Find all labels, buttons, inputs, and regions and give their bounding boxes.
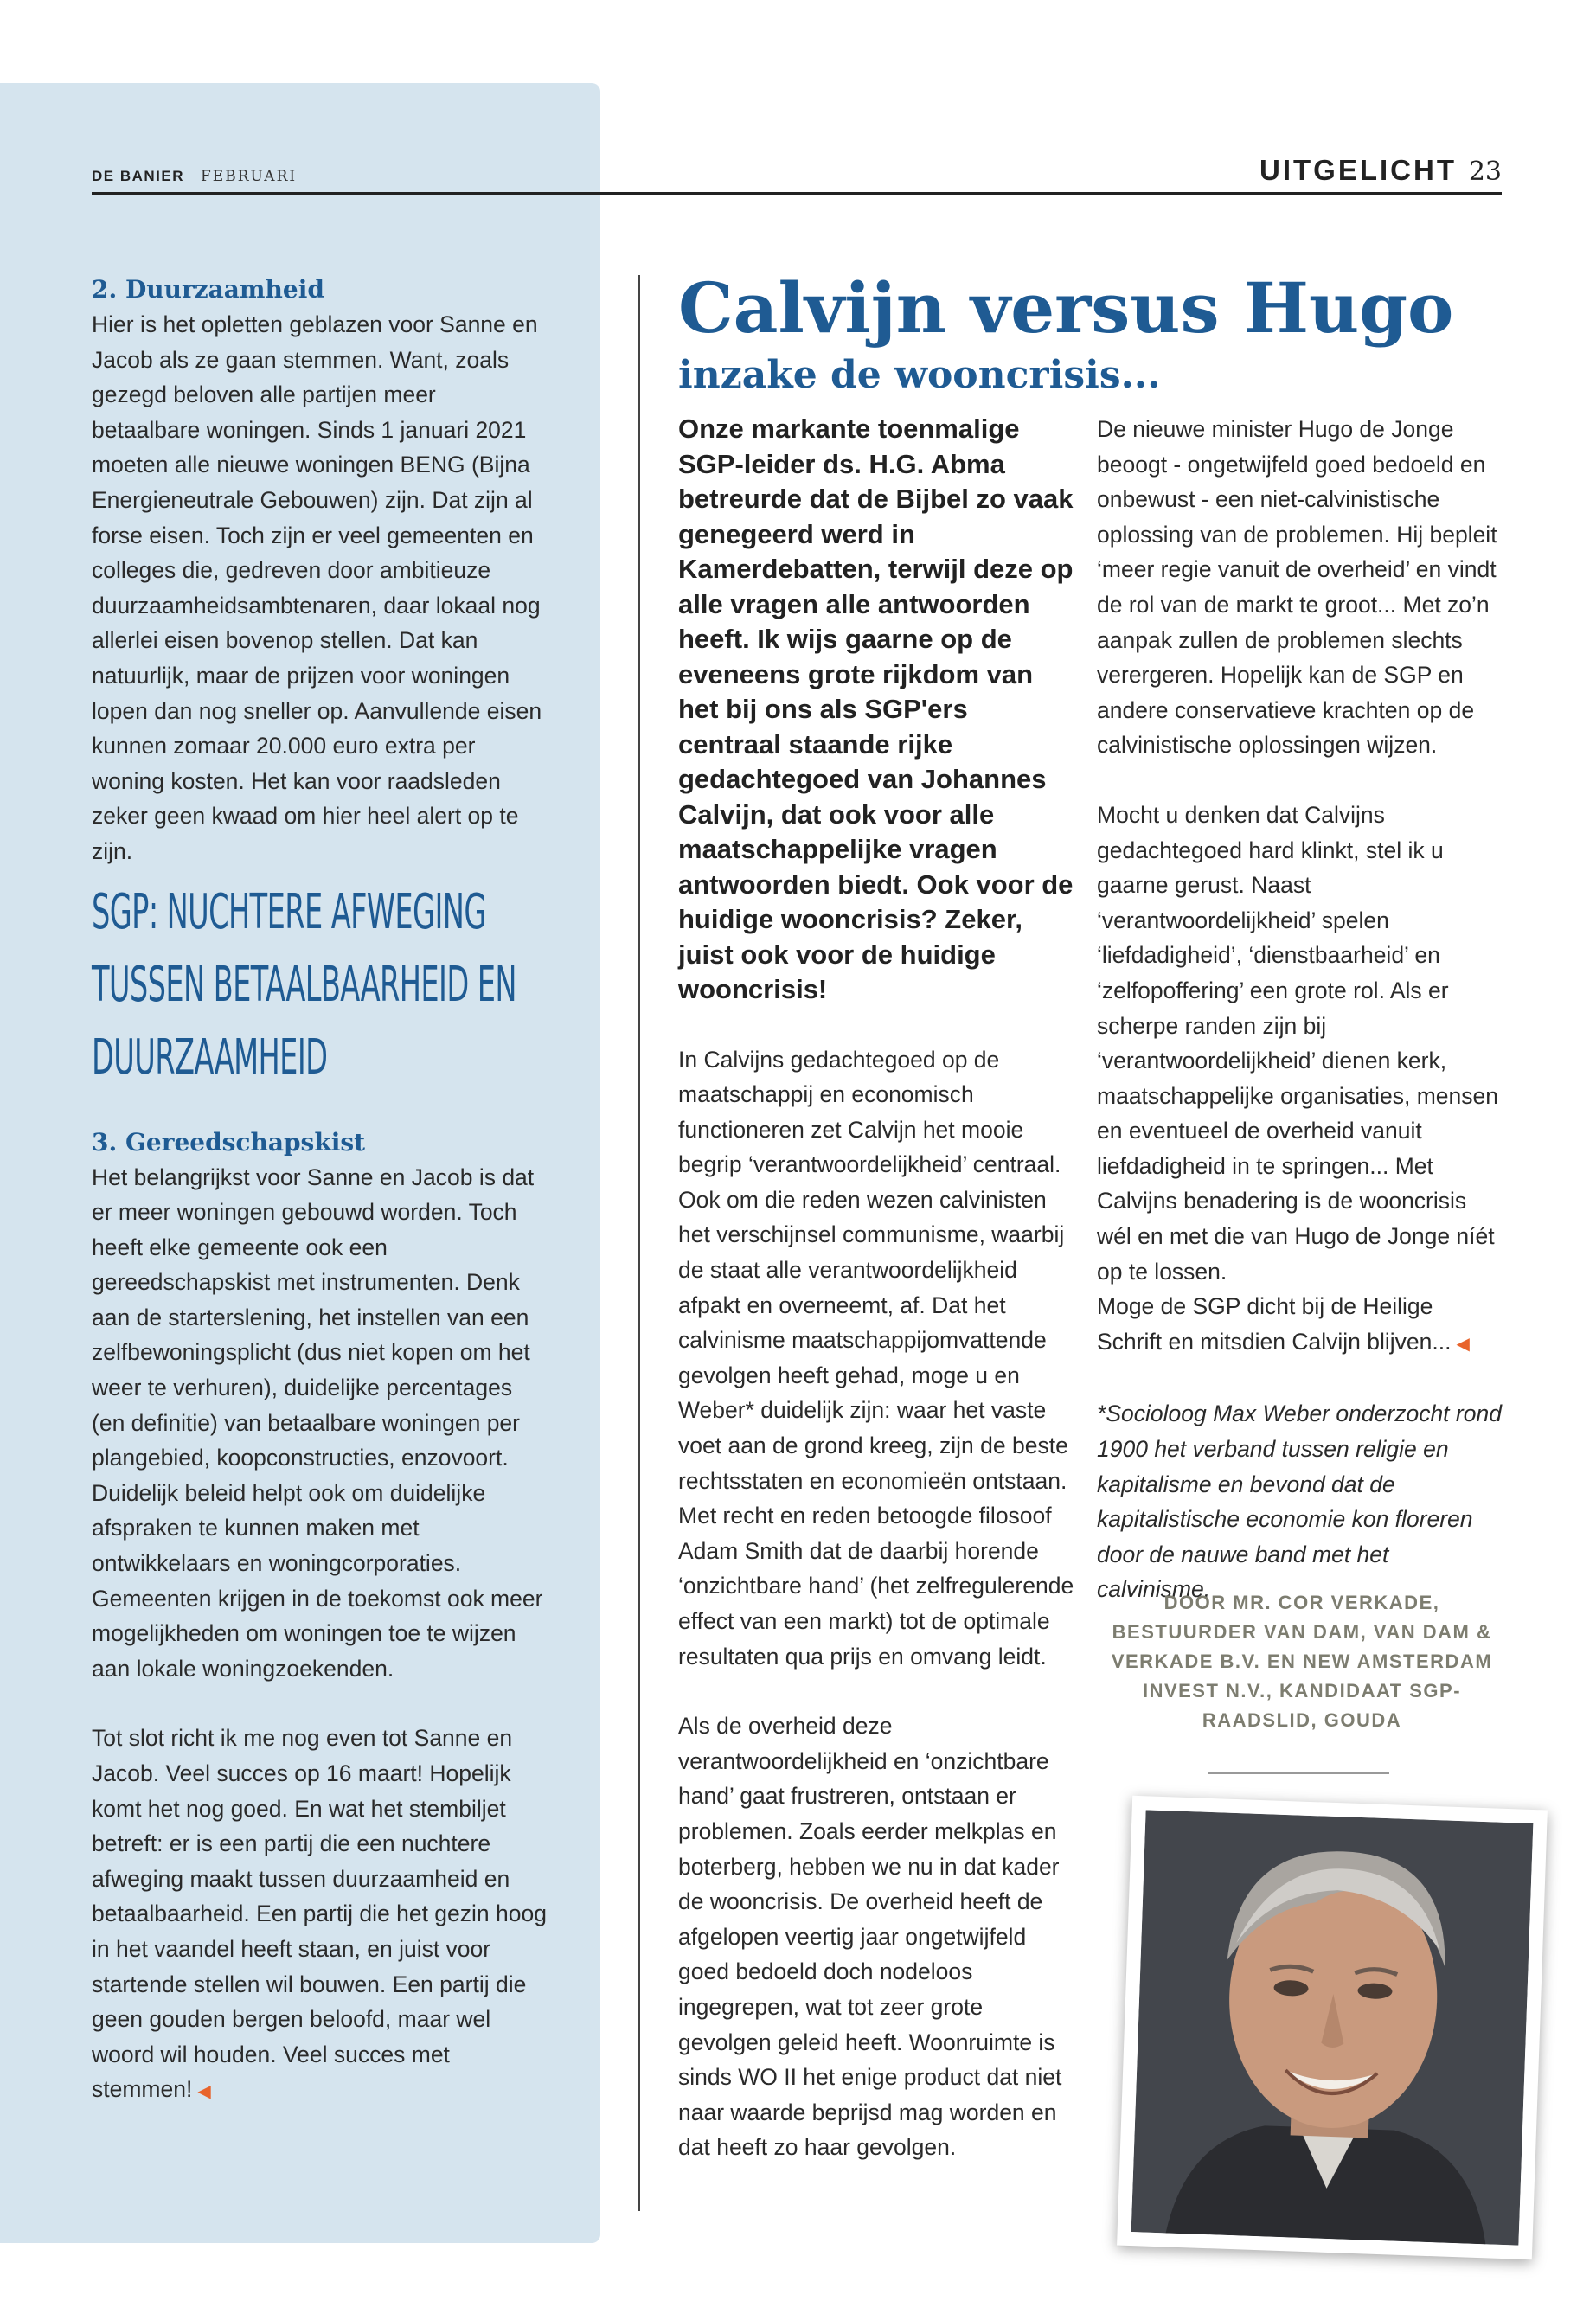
closing-text: Tot slot richt ik me nog even tot Sanne en Jacob. Veel succes op 16 maart! Hopelijk komt het nog goed. En wat het stembiljet betreft: er is een partij die een nuchtere afweging maakt tussen duurzaamheid en betaalbaarheid. Een partij die het gezin hoog in het vaandel heeft staan, en juist voor startende stellen wil bouwen. Een partij die geen gouden bergen beloofd, maar wel woord wil houden. Veel succes met stemmen! xyxy=(92,1725,547,2103)
section-title: UITGELICHT xyxy=(1259,154,1457,186)
paragraph-verantwoordelijkheid: In Calvijns gedachtegoed op de maatschappij en economisch functioneren zet Calvijn het mooie begrip ‘verantwoordelijkheid’ centraal. Ook om die reden wezen calvinisten het verschijnsel communisme, waarbij de staat alle verantwoordelijkheid afpakt en overneemt, af. Dat het calvinisme maatschappijomvattende gevolgen heeft gehad, moge u en Weber* duidelijk zijn: waar het vaste voet aan de grond kreeg, zijn de beste rechtsstaten en economieën ontstaan. Met recht en reden betoogde filosoof Adam Smith dat de daarbij horende ‘onzichtbare hand’ (het zelfregulerende effect van een markt) tot de optimale resultaten qua prijs en omvang leidt. xyxy=(678,1046,1074,1670)
paragraph-gedachtegoed: Mocht u denken dat Calvijns gedachtegoed hard klinkt, stel ik u gaarne gerust. Naast ‘verantwoordelijkheid’ spelen ‘liefdadigheid’, ‘dienstbaarheid’ en ‘zelfopoffering’ een grote rol. Als er scherpe randen zijn bij ‘verantwoordelijkheid’ dienen kerk, maatschappelijke organisaties, mensen en eventueel de overheid vanuit liefdadigheid in te springen... Met Calvijns benadering is de wooncrisis wél en met die van Hugo de Jonge níét op te lossen. xyxy=(1097,801,1499,1285)
author-portrait-image xyxy=(1131,1810,1534,2245)
paragraph-hugo-de-jonge: De nieuwe minister Hugo de Jonge beoogt - ongetwijfeld goed bedoeld en onbewust - een niet-calvinistische oplossing van de problemen. Hij bepleit ‘meer regie vanuit de overheid’ en vindt de rol van de markt te groot... Met zo’n aanpak zullen de problemen slechts verergeren. Hopelijk kan de SGP en andere conservatieve krachten op de calvinistische oplossingen wijzen. xyxy=(1097,416,1497,759)
paragraph-closing xyxy=(92,1721,550,2110)
paragraph-conclusion xyxy=(1097,1289,1503,1362)
paragraph-overheid: Als de overheid deze verantwoordelijkheid en ‘onzichtbare hand’ gaat frustreren, ontstaan er problemen. Zoals eerder melkplas en boterberg, hebben we nu in dat kader de wooncrisis. De overheid heeft de afgelopen veertig jaar ongetwijfeld goed bedoeld doch nodeloos ingegrepen, wat tot zeer grote gevolgen geleid heeft. Woonruimte is sinds WO II het enige product dat niet naar waarde beprijsd mag worden en dat heeft zo haar gevolgen. xyxy=(678,1713,1062,2161)
section-heading-gereedschapskist: 3. Gereedschapskist xyxy=(92,1127,366,1157)
paragraph-gereedschapskist: Het belangrijkst voor Sanne en Jacob is dat er meer woningen gebouwd worden. Toch heeft elke gemeente ook een gereedschapskist met instrumenten. Denk aan de starterslening, het instellen van een zelfbewoningsplicht (dus niet kopen om het weer te verhuren), duidelijke percentages (en definitie) van betaalbare woningen per plangebied, koopconstructies, enzovoort. Duidelijk beleid helpt ook om duidelijke afspraken te kunnen maken met ontwikkelaars en woningcorporaties. Gemeenten krijgen in de toekomst ook meer mogelijkheden om woningen toe te wijzen aan lokale woningzoekenden. xyxy=(92,1163,543,1682)
article-lead: Onze markante toenmalige SGP-leider ds. H.G. Abma betreurde dat de Bijbel zo vaak genegeerd werd in Kamerdebatten, terwijl deze op alle vragen alle antwoorden heeft. Ik wijs gaarne op de eveneens grote rijkdom van het bij ons als SGP'ers centraal staande rijke gedachtegoed van Johannes Calvijn, dat ook voor alle maatschappelijke vragen antwoorden biedt. Ook voor de huidige wooncrisis? Zeker, juist ook voor de huidige wooncrisis! xyxy=(678,413,1074,1004)
byline-divider xyxy=(1208,1772,1389,1774)
byline-text: DOOR MR. COR VERKADE, BESTUURDER VAN DAM, VAN DAM & VERKADE B.V. EN NEW AMSTERDAM INVEST N.V., KANDIDAAT SGP-RAADSLID, GOUDA xyxy=(1111,1592,1493,1731)
paragraph-duurzaamheid: Hier is het opletten geblazen voor Sanne en Jacob als ze gaan stemmen. Want, zoals gezegd beloven alle partijen meer betaalbare woningen. Sinds 1 januari 2021 moeten alle nieuwe woningen BENG (Bijna Energieneutrale Gebouwen) zijn. Dat zijn al forse eisen. Toch zijn er veel gemeenten en colleges die, gedreven door ambitieuze duurzaamheidsambtenaren, daar lokaal nog allerlei eisen bovenop stellen. Dat kan natuurlijk, maar de prijzen voor woningen lopen dan nog sneller op. Aanvullende eisen kunnen zomaar 20.000 euro extra per woning kosten. Het kan voor raadsleden zeker geen kwaad om hier heel alert op te zijn. xyxy=(92,311,542,864)
page-number: 23 xyxy=(1468,157,1502,187)
left-column xyxy=(92,272,550,2110)
publication-name: DE BANIER xyxy=(92,168,185,184)
end-mark-icon: ◀ xyxy=(197,2082,211,2102)
issue-month: FEBRUARI xyxy=(201,168,298,185)
author-byline xyxy=(1099,1588,1505,1735)
article-subtitle: inzake de wooncrisis... xyxy=(678,353,1161,397)
section-heading-duurzaamheid: 2. Duurzaamheid xyxy=(92,275,324,304)
end-mark-icon: ◀ xyxy=(1456,1334,1470,1354)
conclusion-text: Moge de SGP dicht bij de Heilige Schrift en mitsdien Calvijn blijven... xyxy=(1097,1293,1452,1355)
pull-quote: SGP: NUCHTERE AFWEGING TUSSEN BETAALBAARHEID EN DUURZAAMHEID xyxy=(92,883,516,1086)
column-divider xyxy=(638,275,640,2211)
right-column xyxy=(1097,412,1503,1607)
author-photo xyxy=(1117,1796,1548,2259)
footnote: *Socioloog Max Weber onderzocht rond 1900 het verband tussen religie en kapitalisme en bevond dat de kapitalistische economie kon floreren door de nauwe band met het calvinisme. xyxy=(1097,1400,1502,1603)
article-title: Calvijn versus Hugo xyxy=(678,267,1454,349)
page-header xyxy=(92,147,1502,195)
middle-column xyxy=(678,412,1076,2165)
